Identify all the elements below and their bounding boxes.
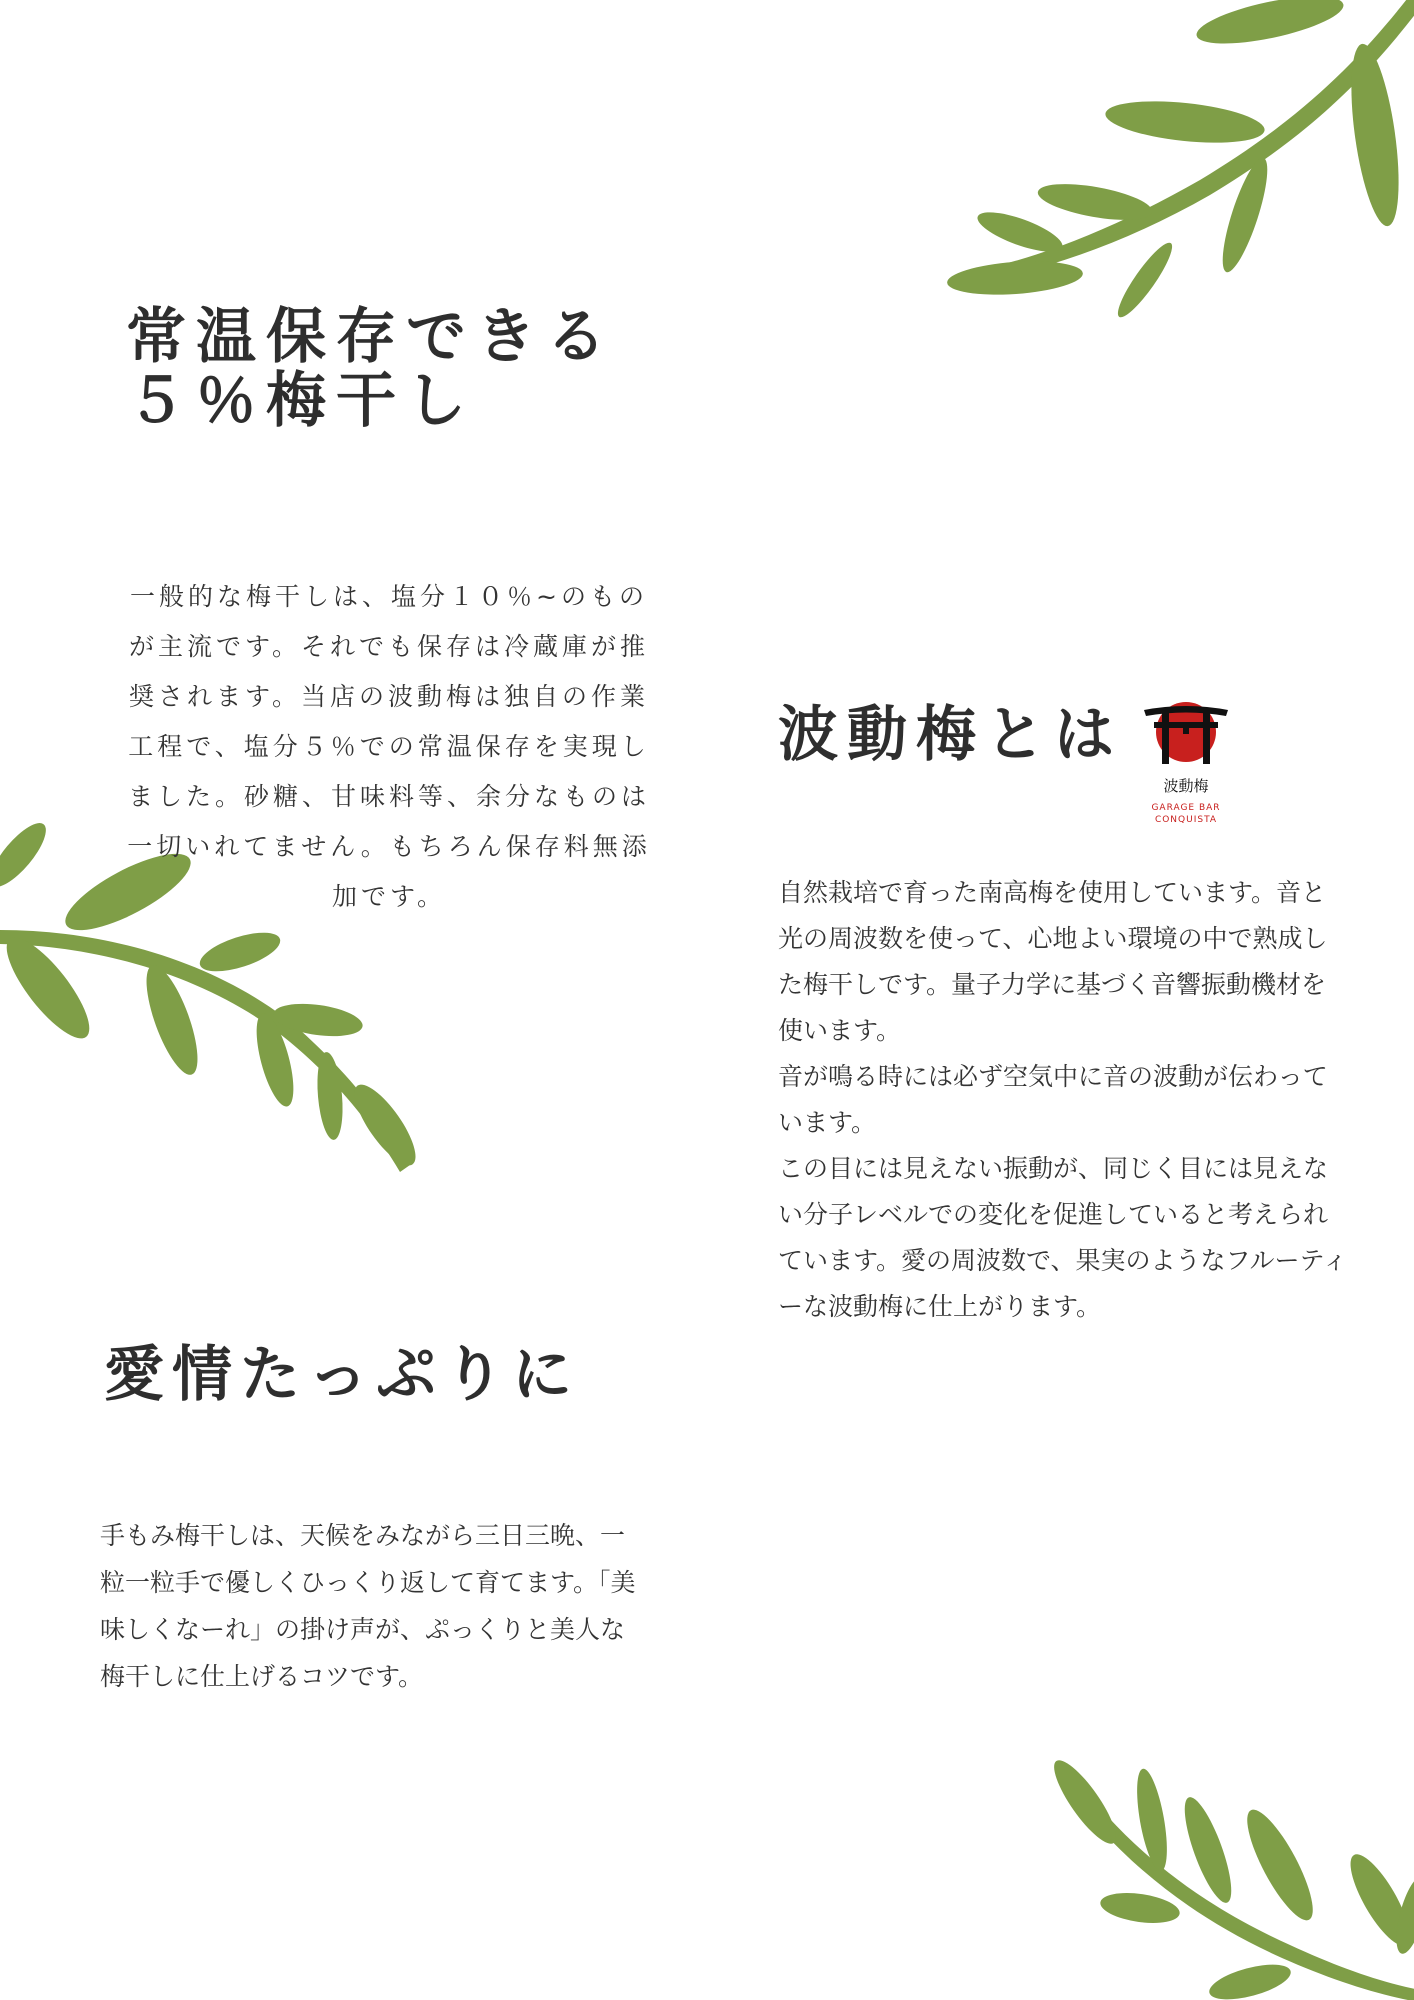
leaf-branch-top-right-icon <box>940 0 1414 320</box>
brand-logo <box>1138 700 1234 830</box>
hadou-paragraph-1: 自然栽培で育った南高梅を使用しています。音と光の周波数を使って、心地よい環境の中で熟成した梅干しです。量子力学に基づく音響振動機材を使います。 <box>778 878 1328 1045</box>
page-title <box>126 302 686 436</box>
hadou-paragraph-2: 音が鳴る時には必ず空気中に音の波動が伝わっています。 <box>778 1062 1328 1137</box>
torii-gate-icon <box>1138 700 1234 830</box>
intro-paragraph: 一般的な梅干しは、塩分１０％~のものが主流です。それでも保存は冷蔵庫が推奨されます。当店の波動梅は独自の作業工程で、塩分５％での常温保存を実現しました。砂糖、甘味料等、余分なものは一切いれてません。もちろん保存料無添加です。 <box>127 582 651 911</box>
hadou-paragraph-3: この目には見えない振動が、同じく目には見えない分子レベルでの変化を促進していると考えられています。愛の周波数で、果実のようなフルーティーな波動梅に仕上がります。 <box>778 1154 1348 1321</box>
section-title-aijou: 愛情たっぷりに <box>104 1340 580 1410</box>
aijou-paragraph: 手もみ梅干しは、天候をみながら三日三晩、一粒一粒手で優しくひっくり返して育てます。「美味しくなーれ」の掛け声が、ぷっくりと美人な梅干しに仕上げるコツです。 <box>100 1521 636 1691</box>
logo-line-2: CONQUISTA <box>1154 815 1218 825</box>
page-title-line-2: ５％梅干し <box>126 366 476 436</box>
page-title-line-1: 常温保存できる <box>126 302 616 372</box>
hadou-description <box>778 870 1348 1330</box>
leaf-branch-bottom-right-icon <box>1040 1750 1414 2000</box>
logo-line-1: GARAGE BAR <box>1151 803 1221 813</box>
section-title-hadou: 波動梅とは <box>778 700 1123 770</box>
logo-name: 波動梅 <box>1163 777 1209 795</box>
